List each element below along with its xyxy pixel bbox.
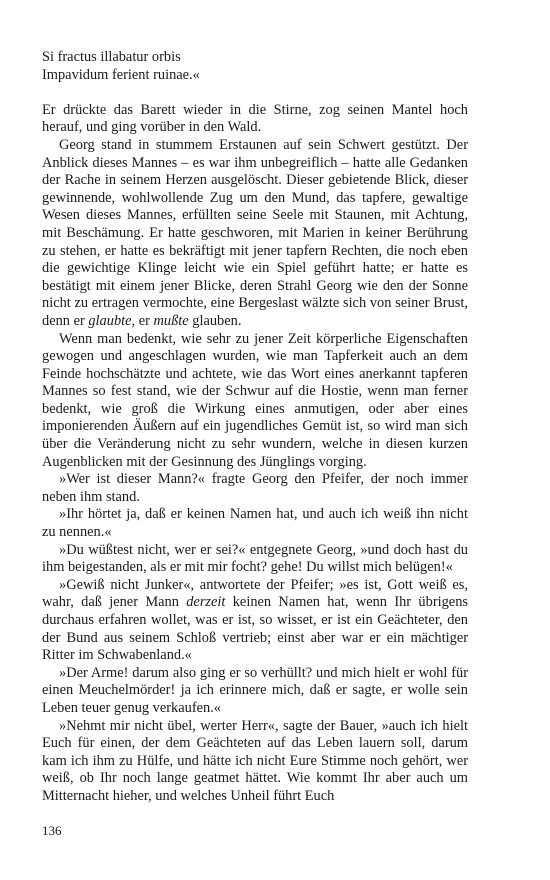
paragraph: Wenn man bedenkt, wie sehr zu jener Zeit körperliche Eigenschaften gewogen und angeschlagen wurden, wie man Tapferkeit auch an dem Feinde hochschätzte und achtete, wie das Wort eines anerkannt tapferen Mannes so fest stand, wie der Schwur auf die Hostie, wenn man ferner bedenkt, wie groß die Wirkung eines anmutigen, oder aber eines imponierenden Äußern auf ein jugendliches Gemüt ist, so wird man sich über die Veränderung nicht zu sehr wundern, welche in diesen kurzen Augenblicken mit der Gesinnung des Jünglings vorging.: [42, 330, 468, 470]
paragraph: »Nehmt mir nicht übel, werter Herr«, sagte der Bauer, »auch ich hielt Euch für einen, der dem Geächteten auf das Leben lauern soll, darum kam ich ihm zu Hülfe, und hätte ich nicht Eure Stimme noch gehört, wer weiß, ob Ihr noch lange geatmet hättet. Wie kommt Ihr aber auch um Mitternacht hieher, und welches Unheil führt Euch: [42, 717, 468, 804]
verse-line-1: Si fractus illabatur orbis: [42, 49, 181, 65]
verse-quotation: [42, 49, 468, 84]
paragraph: »Du wüßtest nicht, wer er sei?« entgegnete Georg, »und doch hast du ihm beigestanden, als er mit mir focht? gehe! Du willst mich belügen!«: [42, 541, 468, 576]
verse-line-2: Impavidum ferient ruinae.«: [42, 66, 200, 83]
page-body: [42, 49, 468, 806]
text-body: [42, 102, 468, 806]
paragraph: Er drückte das Barett wieder in die Stirne, zog seinen Mantel hoch herauf, und ging vorüber in den Wald.: [42, 101, 468, 136]
paragraph: »Ihr hörtet ja, daß er keinen Namen hat, und auch ich weiß ihn nicht zu nennen.«: [42, 506, 468, 541]
paragraph: »Wer ist dieser Mann?« fragte Georg den Pfeifer, der noch immer neben ihm stand.: [42, 471, 468, 505]
paragraph: »Gewiß nicht Junker«, antwortete der Pfeifer; »es ist, Gott weiß es, wahr, daß jener Mann derzeit keinen Namen hat, wenn Ihr übrigens durchaus erfahren wollet, was er ist, so wisset, er ist ein Geächteter, den der Bund aus seinem Schloß vertrieb; einst aber war er ein mächtiger Ritter im Schwabenland.«: [42, 576, 468, 664]
paragraph: »Der Arme! darum also ging er so verhüllt? und mich hielt er wohl für einen Meuchelmörder! ja ich erinnere mich, daß er sagte, er wolle sein Leben teuer genug verkaufen.«: [42, 664, 468, 716]
paragraph: Georg stand in stummem Erstaunen auf sein Schwert gestützt. Der Anblick dieses Mannes – es war ihm unbegreiflich – hatte alle Gedanken der Rache in seinem Herzen ausgelöscht. Dieser gebietende Blick, dieser gewinnende, wohlwollende Zug um den Mund, das tapfere, gewaltige Wesen dieses Mannes, erfüllten seine Seele mit Staunen, mit Achtung, mit Beschämung. Er hatte geschworen, mit Marien in keiner Berührung zu stehen, er hatte es bekräftigt mit jener tapfern Rechten, die noch eben die gewichtige Klinge leicht wie ein Spiel geführt hatte; er hatte es bestätigt mit einem jener Blicke, deren Strahl Georg wie den der Sonne nicht zu ertragen vermochte, eine Bergeslast wälzte sich von seiner Brust, denn er glaubte, er mußte glauben.: [42, 136, 468, 329]
page-number: 136: [42, 823, 62, 838]
